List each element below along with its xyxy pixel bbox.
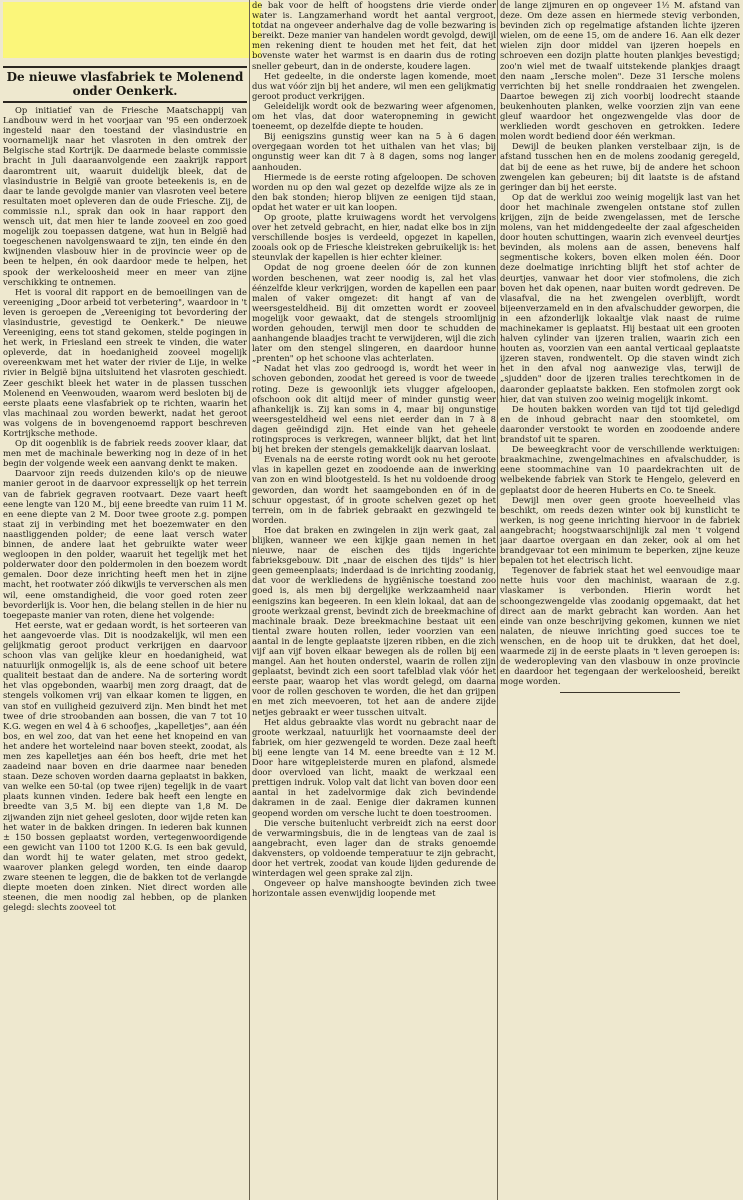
paragraph: De houten bakken worden van tijd tot tijd geledigd en de inhoud gebracht naar den stoomketel, om daaronder verstookt te worden en zoodoende andere brandstof uit te sparen. — [500, 403, 740, 445]
paragraph: Het gedeelte, in die onderste lagen komende, moet dus wat vóór zijn bij het andere, wil men een gelijkmatig geroot product verkrijgen. — [252, 70, 496, 101]
paragraph: Dewijl men over geen groote hoeveelheid vlas beschikt, om reeds dezen winter ook bij kunstlicht te werken, is nog geene inrichting hiervoor in de fabriek aangebracht; hoogstwaarschijnlijk zal men 't volgend jaar daartoe overgaan en dan zeker, ook al om het brandgevaar tot een minimum te beperken, zijne keuze bepalen tot het electrisch licht. — [500, 494, 740, 566]
paragraph: Tegenover de fabriek staat het wel eenvoudige maar nette huis voor den machinist, waaraan de z.g. vlaskamer is verbonden. Hierin wordt het schoongezwengelde vlas zoodanig opgemaakt, dat het direct aan de markt gebracht kan worden. Aan het einde van onze beschrijving gekomen, kunnen we niet nalaten, de nieuwe inrichting goed succes toe te wenschen, en de hoop uit te drukken, dat het doel, waarmede zij in de eerste plaats in 't leven geroepen is: de wederopleving van den vlasbouw in onze provincie en daardoor het tegengaan der werkeloosheid, bereikt moge worden. — [500, 565, 740, 687]
paragraph: De beweegkracht voor de verschillende werktuigen: braakmachine, zwengelmachines en afvalschudder, is eene stoommachine van 10 paardekrachten uit de welbekende fabriek van Stork te Hengelo, geleverd en geplaatst door de heeren Huberts en Co. te Sneek. — [500, 444, 740, 495]
paragraph: Het eerste, wat er gedaan wordt, is het sorteeren van het aangevoerde vlas. Dit is noodzakelijk, wil men een gelijkmatig geroot product verkrijgen en daarvoor schoon vlas van gelijke kleur en hoedanigheid, wat natuurlijk onmogelijk is, als de eene schoof uit betere qualiteit bestaat dan de andere. Na de sortering wordt het vlas opgebonden, waarbij men zorg draagt, dat de stengels volkomen vrij van elkaar komen te liggen, en van stof en vuiligheid gezuiverd zijn. Men bindt het met twee of drie stroobanden aan bossen, die van 7 tot 10 K.G. wegen en wel 4 à 6 schoofjes, „kapelletjes", aan één bos, en wel zoo, dat van het eene het knopeind en van het andere het worteleind naar boven steekt, zoodat, als men zes kapelletjes aan één bos heeft, drie met het zaadeind naar boven en drie daarmee naar beneden staan. Deze schoven worden daarna geplaatst in bakken, van welke een 50-tal (op twee rijen) tegelijk in de vaart plaats kunnen vinden. Iedere bak heeft een lengte en breedte van 3,5 M. bij een diepte van 1,8 M. De zijwanden zijn niet geheel gesloten, door wijde reten kan het water in de bakken dringen. In iederen bak kunnen ± 150 bossen geplaatst worden, vertegenwoordigende een gewicht van 1100 tot 1200 K.G. Is een bak gevuld, dan wordt hij te water gelaten, met stroo gedekt, waarover planken gelegd worden, ten einde daarop zware steenen te leggen, die de bakken tot de verlangde diepte moeten doen zinken. Niet direct worden alle steenen, die men noodig zal hebben, op de planken gelegd: slechts zooveel tot — [3, 619, 247, 913]
paragraph: de bak voor de helft of hoogstens drie vierde onder water is. Langzamerhand wordt het aantal vergroot, totdat na ongeveer anderhalve dag de volle bezwaring is bereikt. Deze manier van handelen wordt gevolgd, dewijl men rekening dient te houden met het feit, dat het bovenste water het warmst is en daarin dus de roting sneller gebeurt, dan in de onderste, koudere lagen. — [252, 0, 496, 71]
paragraph: Hoe dat braken en zwingelen in zijn werk gaat, zal blijken, wanneer we een kijkje gaan nemen in het nieuwe, naar de eischen des tijds ingerichte fabrieksgebouw. Dit „naar de eischen des tijds" is hier geen gemeenplaats; inderdaad is de inrichting zoodanig, dat voor de werkliedens de hygiënische toestand zoo goed is, als men bij dergelijke werkzaamheid naar eenigszins kan begeeren. In een klein lokaal, dat aan de groote werkzaal grenst, bevindt zich de breekmachine of machinale braak. Deze breekmachine bestaat uit een tiental zware houten rollen, ieder voorzien van een aantal in de lengte geplaatste ijzeren ribben, en die zich vijf aan vijf boven elkaar bewegen als de rollen bij een mangel. Aan het houten onderstel, waarin de rollen zijn geplaatst, bevindt zich een soort tafelblad vlak vóór het eerste paar, waarop het vlas wordt gelegd, om daarna voor de rollen geschoven te worden, die het dan grijpen en met zich meevoeren, tot het aan de andere zijde netjes gebraakt er weer tusschen uitvalt. — [252, 524, 496, 717]
article-column-3 — [500, 0, 740, 1200]
paragraph: Het is vooral dit rapport en de bemoeilingen van de vereeniging „Door arbeid tot verbetering", waardoor in 't leven is geroepen de „Vereeniging tot bevordering der vlasindustrie, gevestigd te Oenkerk." De nieuwe Vereeniging, eens tot stand gekomen, stelde pogingen in het werk, in Friesland een streek te vinden, die water opleverde, dat in hoedanigheid zooveel mogelijk overeenkwam met het water der rivier de Lije, in welke rivier in België bijna uitsluitend het vlasroten geschiedt. Zeer geschikt bleek het water in de plassen tusschen Molenend en Veenwouden, waarom werd besloten bij de eerste plaats eene vlasfabriek op te richten, waarin het vlas machinaal zou worden bewerkt, nadat het geroot was volgens de in bovengenoemd rapport beschreven Kortrijksche methode. — [3, 286, 247, 438]
column-divider — [497, 0, 498, 1200]
paragraph: de lange zijmuren en op ongeveer 1½ M. afstand van deze. Om deze assen en hiermede stevig verbonden, bevinden zich op regelmatige afstanden lichte ijzeren wielen, om de eene 15, om de andere 16. Aan elk dezer wielen zijn door middel van ijzeren hoepels en schroeven een dozijn platte houten plankjes bevestigd; zoo'n wiel met de twaalf uitstekende plankjes draagt den naam „Iersche molen". Deze 31 Iersche molens verrichten bij het snelle ronddraaien het zwengelen. Daartoe bewegen zij zich voorbij loodrecht staande beukenhouten planken, welke voorzien zijn van eene gleuf waardoor het ongezwengelde vlas door de werklieden wordt geschoven en getrokken. Iedere molen wordt bediend door één werkman. — [500, 0, 740, 142]
paragraph: Geleidelijk wordt ook de bezwaring weer afgenomen, om het vlas, dat door wateropneming in gewicht toeneemt, op dezelfde diepte te houden. — [252, 100, 496, 132]
column-divider — [249, 0, 250, 1200]
paragraph: Daarvoor zijn reeds duizenden kilo's op de nieuwe manier geroot in de daarvoor expresselijk op het terrein van de fabriek gegraven rootvaart. Deze vaart heeft eene lengte van 120 M., bij eene breedte van ruim 11 M. en eene diepte van 2 M. Door twee groote z.g. pompen staat zij in verbinding met het boezemwater en den naastliggenden polder; de eene laat versch water binnen, de andere laat het gebruikte water weer wegloopen in den polder, waaruit het tegelijk met het polderwater door den poldermolen in den boezem wordt gemalen. Door deze inrichting heeft men het in zijne macht, het rootwater zóó dikwijls te ververschen als men wil, eene omstandigheid, die voor goed roten zeer bevorderlijk is. Voor hen, die belang stellen in de hier nu toegepaste manier van roten, diene het volgende: — [3, 468, 247, 620]
headline-rule — [3, 101, 247, 103]
highlight-note — [3, 2, 261, 58]
paragraph: Op dat de werklui zoo weinig mogelijk last van het door het machinale zwengelen ontstane stof zullen krijgen, zijn de beide zwengelassen, met de Iersche molens, van het middengedeelte der zaal afgescheiden door houten schuttingen, waarin zich evenveel deurtjes bevinden, als molens aan de assen, benevens half segmentische kokers, boven elken molen één. Door deze doelmatige inrichting blijft het stof achter de deurtjes, vanwaar het door vier stofmolens, die zich boven het dak openen, naar buiten wordt gedreven. De vlasafval, die na het zwengelen overblijft, wordt bijeenverzameld en in den afvalschudder geworpen, die in een afzonderlijk lokaaltje vlak naast de ruime machinekamer is geplaatst. Hij bestaat uit een grooten halven cylinder van ijzeren tralien, waarin zich een houten as, voorzien van een aantal verticaal geplaatste ijzeren staven, rondwentelt. Op die staven windt zich het in den afval nog aanwezige vlas, terwijl de „sjudden" door de ijzeren tralies terechtkomen in de daaronder geplaatste bakken. Een stofmolen zorgt ook hier, dat van stuiven zoo weinig mogelijk inkomt. — [500, 191, 740, 404]
paragraph: Bij eenigszins gunstig weer kan na 5 à 6 dagen overgegaan worden tot het uithalen van het vlas; bij ongunstig weer kan dit 7 à 8 dagen, soms nog langer aanhouden. — [252, 131, 496, 172]
article-title: De nieuwe vlasfabriek te Molenend onder Oenkerk. — [6, 70, 244, 98]
paragraph: Nadat het vlas zoo gedroogd is, wordt het weer in schoven gebonden, zoodat het gereed is voor de tweede roting. Deze is gewoonlijk iets vlugger afgeloopen, ofschoon ook dit altijd meer of minder gunstig weer afhankelijk is. Zij kan soms in 4, maar bij ongunstige weersgesteldheid wel eens niet eerder dan in 7 à 8 dagen geëindigd zijn. Het einde van het geheele rotingsproces is verkregen, wanneer blijkt, dat het lint bij het breken der stengels gemakkelijk daarvan loslaat. — [252, 363, 496, 455]
paragraph: Dewijl de beuken planken verstelbaar zijn, is de afstand tusschen hen en de molens zoodanig geregeld, dat bij de eene as het ruwe, bij de andere het schoon zwengelen kan gebeuren; bij dit laatste is de afstand geringer dan bij het eerste. — [500, 141, 740, 192]
end-of-article-rule — [560, 692, 680, 693]
paragraph: Hiermede is de eerste roting afgeloopen. De schoven worden nu op den wal gezet op dezelfde wijze als ze in den bak stonden; hierop blijven ze eenigen tijd staan, opdat het water er uit kan loopen. — [252, 171, 496, 212]
paragraph: Op groote, platte kruiwagens wordt het vervolgens over het zetveld gebracht, en hier, nadat elke bos in zijn verschillende bosjes is verdeeld, opgezet in kapellen, zooals ook op de Friesche kleistreken gebruikelijk is: het steunvlak der kapellen is hier echter kleiner. — [252, 211, 496, 263]
paragraph: Op initiatief van de Friesche Maatschappij van Landbouw werd in het voorjaar van '95 een onderzoek ingesteld naar den toestand der vlasindustrie en voornamelijk naar het vlasroten in den omtrek der Belgische stad Kortrijk. De daarmede belaste commissie bracht in Juli daaraanvolgende een zaakrijk rapport daaromtrent uit, waaruit duidelijk bleek, dat de vlasindustrie in België van groote beteekenis is, en de daar te lande gevolgde manier van vlasroten veel betere resultaten moet opleveren dan de oude Friesche. Zij, de commissie n.l., sprak dan ook in haar rapport den wensch uit, dat men hier te lande zooveel en zoo goed mogelijk zou toepassen datgene, wat hun in België had toegeschenen navolgenswaard te zijn, ten einde én den kwijnenden vlasbouw hier in de provincie weer op de been te helpen, én ook daardoor mede te helpen, het spook der werkeloosheid meer en meer van zijne verschikking te ontnemen. — [3, 105, 247, 287]
paragraph: Ongeveer op halve manshoogte bevinden zich twee horizontale assen evenwijdig loopende met — [252, 878, 496, 899]
article-column-2 — [252, 0, 496, 1200]
paragraph: Evenals na de eerste roting wordt ook nu het geroote vlas in kapellen gezet en zoodoende aan de inwerking van zon en wind blootgesteld. Is het nu voldoende droog geworden, dan wordt het saamgebonden en óf in de schuur opgestast, óf in groote schelven gezet op het terrein, om in de fabriek gebraakt en gezwingeld te worden. — [252, 454, 496, 525]
paragraph: Die versche buitenlucht verbreidt zich na eerst door de verwarmingsbuis, die in de lengteas van de zaal is aangebracht, even lager dan de straks genoemde dakvensters, op voldoende temperatuur te zijn gebracht, door het vertrek, zoodat van koude lijden gedurende de winterdagen wel geen sprake zal zijn. — [252, 817, 496, 879]
headline-rule — [3, 66, 247, 68]
article-column-1 — [3, 66, 247, 1200]
paragraph: Opdat de nog groene deelen óór de zon kunnen worden beschenen, wat zeer noodig is, zal het vlas éénzelfde kleur verkrijgen, worden de kapellen een paar malen of vaker omgezet: dit hangt af van de weersgesteldheid. Bij dit omzetten wordt er zooveel mogelijk voor gewaakt, dat de stengels stroomlijnig worden gehouden, terwijl men door te schudden de aanhangende blaadjes tracht te verwijderen, wijl die zich later om den stengel slingeren, en daardoor hunne „prenten" op het schoone vlas achterlaten. — [252, 262, 496, 364]
paragraph: Het aldus gebraakte vlas wordt nu gebracht naar de groote werkzaal, natuurlijk het voornaamste deel der fabriek, om hier gezwengeld te worden. Deze zaal heeft bij eene lengte van 14 M. eene breedte van ± 12 M. Door hare witgepleisterde muren en plafond, alsmede door overvloed van licht, maakt de werkzaal een prettigen indruk. Volop valt dat licht van boven door een aantal in het zadelvormige dak zich bevindende dakramen in de zaal. Eenige dier dakramen kunnen geopend worden om versche lucht te doen toestroomen. — [252, 716, 496, 818]
paragraph: Op dit oogenblik is de fabriek reeds zoover klaar, dat men met de machinale bewerking nog in deze of in het begin der volgende week een aanvang denkt te maken. — [3, 438, 247, 469]
